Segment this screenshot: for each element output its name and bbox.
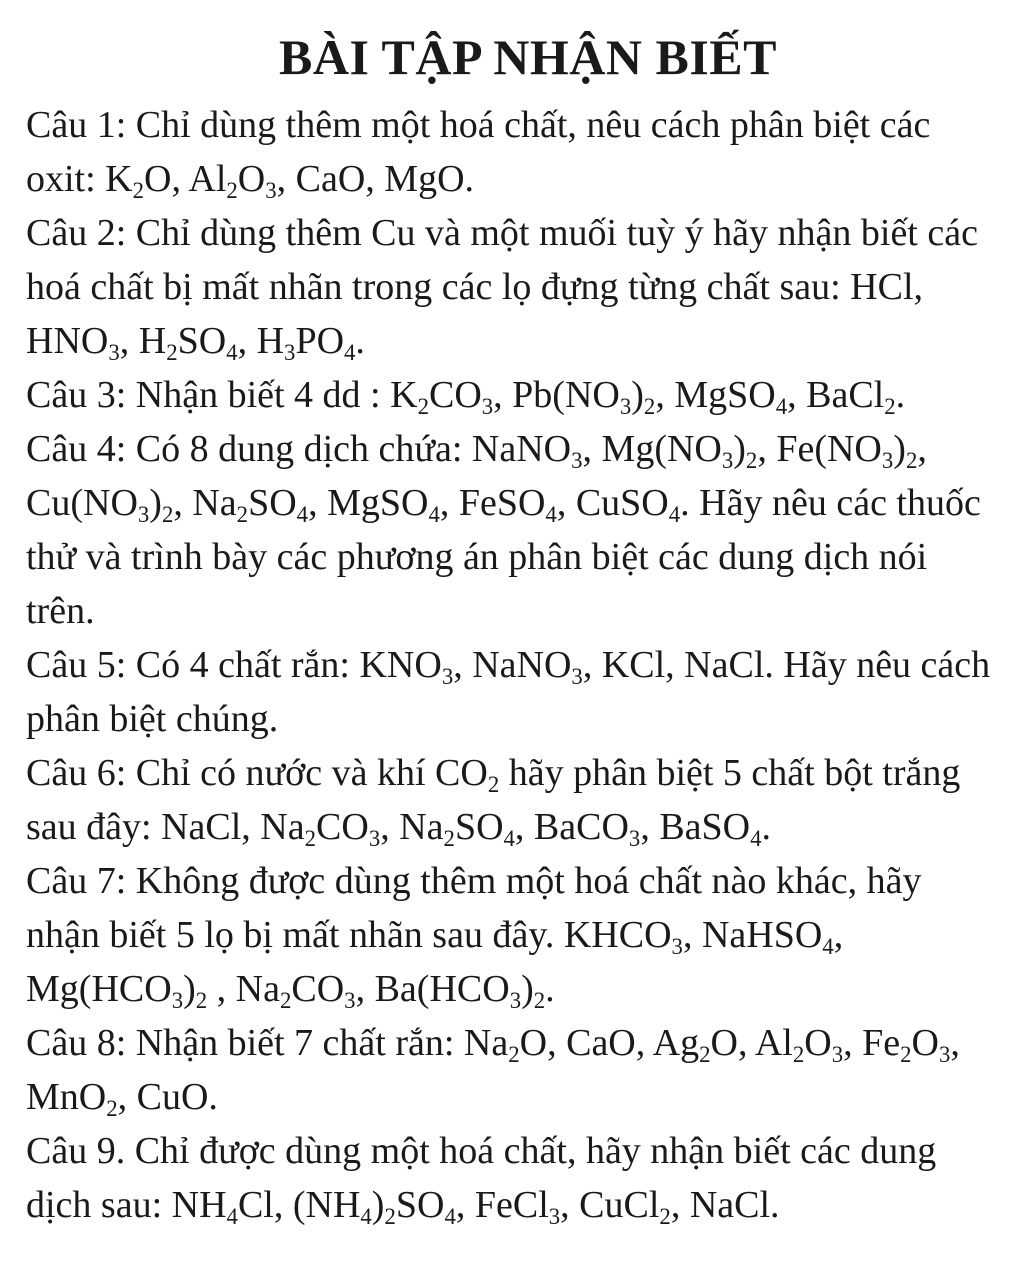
text-line: Câu 4: Có 8 dung dịch chứa: NaNO$_3$, $Mg(NO_3)_2$, $Fe(NO_3)_2$, <box>26 428 927 473</box>
text-line: phân biệt chúng. <box>26 698 279 740</box>
text-line: Câu 6: Chỉ có nước và khí $CO_2$ hãy phân biệt 5 chất bột trắng <box>26 752 961 797</box>
text-line: MnO$_2$, CuO. <box>26 1076 218 1121</box>
text-line: Câu 5: Có 4 chất rắn: $KNO_3$, NaNO$_3$, KCl, NaCl. Hãy nêu cách <box>26 644 991 689</box>
text-line: $HNO_3$, $H_2SO_4$, $H_3PO_4$. <box>26 320 365 365</box>
page-title: BÀI TẬP NHẬN BIẾT <box>279 29 777 85</box>
text-line: nhận biết 5 lọ bị mất nhãn sau đây. $KHCO_3$, NaHSO$_4$, <box>26 914 844 959</box>
text-line: dịch sau: $NH_4Cl$, $(NH_4)_2SO_4$, FeCl$_3$, CuCl$_2$, NaCl. <box>26 1184 780 1229</box>
text-line: Câu 7: Không được dùng thêm một hoá chất nào khác, hãy <box>26 860 922 902</box>
text-line: sau đây: NaCl, $Na_2CO_3$, $Na_2SO_4$, BaCO$_3$, BaSO$_4$. <box>26 806 772 851</box>
text-line: thử và trình bày các phương án phân biệt các dung dịch nói <box>26 536 928 578</box>
text-line: Câu 8: Nhận biết 7 chất rắn: $Na_2O$, CaO, $Ag_2O$, $Al_2O_3$, $Fe_2O_3$, <box>26 1022 960 1067</box>
text-line: Câu 1: Chỉ dùng thêm một hoá chất, nêu cách phân biệt các <box>26 104 931 146</box>
text-line: Câu 9. Chỉ được dùng một hoá chất, hãy nhận biết các dung <box>26 1130 937 1172</box>
text-line: trên. <box>26 590 95 632</box>
text-line: Câu 2: Chỉ dùng thêm Cu và một muối tuỳ ý hãy nhận biết các <box>26 212 978 254</box>
text-line: $Cu(NO_3)_2$, $Na_2SO_4$, MgSO$_4$, FeSO$_4$, CuSO$_4$. Hãy nêu các thuốc <box>26 482 981 527</box>
text-line: $Mg(HCO_3)_2$ , $Na_2CO_3$, $Ba(HCO_3)_2$. <box>26 968 555 1013</box>
text-line: hoá chất bị mất nhãn trong các lọ đựng từng chất sau: HCl, <box>26 266 924 308</box>
text-line: Câu 3: Nhận biết 4 dd : $K_2CO_3$, $Pb(NO_3)_2$, MgSO$_4$, BaCl$_2$. <box>26 374 906 419</box>
text-line: oxit: $K_2O$, $Al_2O_3$, CaO, MgO. <box>26 158 475 203</box>
